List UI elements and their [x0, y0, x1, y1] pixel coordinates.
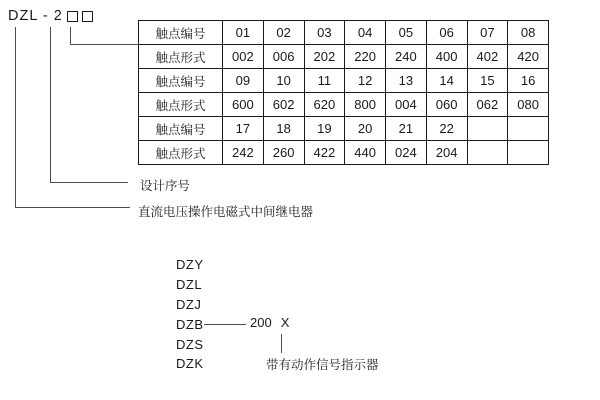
table-row-label: 触点编号 — [139, 69, 223, 93]
table-cell: 15 — [467, 69, 508, 93]
design-serial-label: 设计序号 — [140, 179, 191, 193]
table-cell: 17 — [223, 117, 264, 141]
table-cell: 03 — [304, 21, 345, 45]
connector-line-design-horizontal — [50, 182, 128, 183]
contact-code-table — [138, 20, 549, 165]
table-cell: 602 — [263, 93, 304, 117]
table-cell: 21 — [386, 117, 427, 141]
dzb-example-annotation — [250, 315, 289, 330]
connector-line-design-vertical — [50, 27, 51, 182]
table-cell: 600 — [223, 93, 264, 117]
table-cell — [508, 141, 549, 165]
table-cell: 400 — [426, 45, 467, 69]
table-cell: 402 — [467, 45, 508, 69]
table-cell: 16 — [508, 69, 549, 93]
table-cell: 09 — [223, 69, 264, 93]
table-cell — [508, 117, 549, 141]
table-cell: 006 — [263, 45, 304, 69]
relay-description-label: 直流电压操作电磁式中间继电器 — [138, 205, 314, 219]
table-cell: 204 — [426, 141, 467, 165]
table-cell: 08 — [508, 21, 549, 45]
table-cell: 06 — [426, 21, 467, 45]
table-cell: 080 — [508, 93, 549, 117]
connector-line-contact-horizontal — [70, 44, 138, 45]
table-cell: 02 — [263, 21, 304, 45]
table-row — [139, 93, 549, 117]
table-cell: 14 — [426, 69, 467, 93]
table-row-label: 触点编号 — [139, 117, 223, 141]
connector-line-indicator-vertical — [281, 334, 282, 353]
table-cell: 11 — [304, 69, 345, 93]
series-code-dzk: DZK — [176, 356, 204, 371]
table-cell: 19 — [304, 117, 345, 141]
table-cell: 10 — [263, 69, 304, 93]
table-cell: 12 — [345, 69, 386, 93]
table-cell: 440 — [345, 141, 386, 165]
table-cell: 01 — [223, 21, 264, 45]
table-row-label: 触点编号 — [139, 21, 223, 45]
digit-placeholder-box-1 — [67, 11, 78, 22]
table-cell: 04 — [345, 21, 386, 45]
table-row-label: 触点形式 — [139, 141, 223, 165]
table-cell — [467, 117, 508, 141]
series-code-dzj: DZJ — [176, 297, 202, 312]
table-cell: 800 — [345, 93, 386, 117]
table-cell: 004 — [386, 93, 427, 117]
table-row-label: 触点形式 — [139, 45, 223, 69]
table-row — [139, 45, 549, 69]
connector-line-family-horizontal — [15, 207, 130, 208]
table-cell: 202 — [304, 45, 345, 69]
table-cell: 20 — [345, 117, 386, 141]
table-cell: 220 — [345, 45, 386, 69]
table-cell: 242 — [223, 141, 264, 165]
table-cell: 422 — [304, 141, 345, 165]
series-code-dzy: DZY — [176, 257, 204, 272]
model-code-text: DZL - 2 — [8, 8, 63, 24]
table-cell: 22 — [426, 117, 467, 141]
table-row — [139, 117, 549, 141]
table-cell: 060 — [426, 93, 467, 117]
table-cell: 420 — [508, 45, 549, 69]
dzb-example-value: 200 — [250, 315, 272, 330]
table-cell: 18 — [263, 117, 304, 141]
table-cell: 07 — [467, 21, 508, 45]
model-code — [8, 8, 93, 24]
table-cell — [467, 141, 508, 165]
table-row — [139, 69, 549, 93]
table-cell: 05 — [386, 21, 427, 45]
table-row-label: 触点形式 — [139, 93, 223, 117]
table-cell: 13 — [386, 69, 427, 93]
indicator-note-label: 带有动作信号指示器 — [266, 358, 379, 372]
table-row — [139, 141, 549, 165]
series-code-dzb: DZB — [176, 317, 204, 332]
table-cell: 024 — [386, 141, 427, 165]
connector-line-family-vertical — [15, 27, 16, 207]
table-row — [139, 21, 549, 45]
series-code-dzl: DZL — [176, 277, 203, 292]
table-cell: 260 — [263, 141, 304, 165]
table-cell: 062 — [467, 93, 508, 117]
table-cell: 620 — [304, 93, 345, 117]
table-cell: 002 — [223, 45, 264, 69]
connector-line-dzb-dash — [204, 324, 246, 325]
series-code-dzs: DZS — [176, 337, 204, 352]
dzb-example-suffix: X — [280, 315, 290, 330]
connector-line-contact-vertical — [70, 27, 71, 44]
table-cell: 240 — [386, 45, 427, 69]
digit-placeholder-box-2 — [82, 11, 93, 22]
